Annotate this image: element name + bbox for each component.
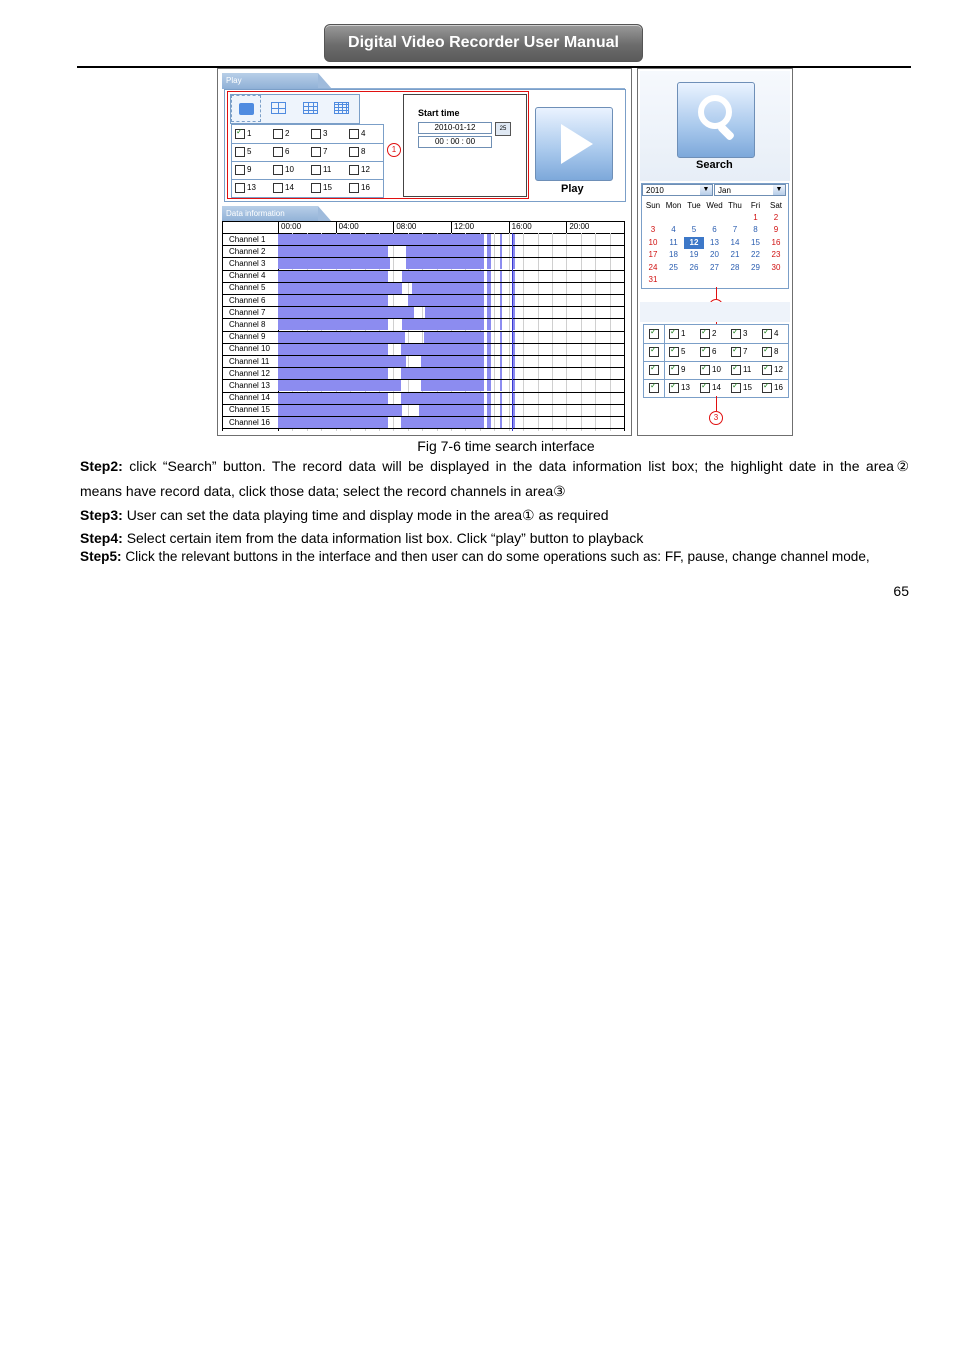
checkbox-label: 13 [681, 383, 690, 393]
calendar-day-5[interactable]: 5 [691, 225, 697, 235]
hour-gridline [523, 233, 524, 431]
record-bar[interactable] [513, 344, 515, 355]
record-bar[interactable] [487, 405, 491, 416]
record-bar[interactable] [480, 295, 484, 306]
record-bar[interactable] [513, 380, 515, 391]
time-label: 12:00 [454, 222, 475, 231]
record-bar[interactable] [513, 295, 515, 306]
record-bar[interactable] [412, 283, 480, 294]
checkbox-box[interactable] [669, 347, 679, 357]
time-input[interactable]: 00 : 00 : 00 [418, 136, 492, 148]
calendar-day-22[interactable]: 22 [751, 250, 760, 260]
record-bar[interactable] [278, 307, 414, 318]
calendar-day-27[interactable]: 27 [710, 262, 719, 272]
record-bar[interactable] [487, 234, 491, 245]
time-divider [509, 221, 510, 233]
time-label: 16:00 [511, 222, 532, 231]
record-bar[interactable] [480, 380, 484, 391]
record-bar[interactable] [513, 356, 515, 367]
search-channel-checkbox-9[interactable] [669, 365, 685, 375]
year-value: 2010 [646, 186, 664, 195]
playhead-line [512, 233, 513, 431]
record-bar[interactable] [278, 295, 388, 306]
record-bar[interactable] [480, 258, 484, 269]
channel-row-label[interactable]: Channel 12 [229, 368, 270, 378]
checkbox-box[interactable] [669, 365, 679, 375]
record-bar[interactable] [513, 332, 515, 343]
checkbox-box[interactable] [669, 329, 679, 339]
search-channel-checkbox-10[interactable] [700, 365, 721, 375]
weekday-label: Wed [706, 201, 723, 210]
checkbox-label: 12 [361, 165, 370, 175]
step4-text: Select certain item from the data information list box. Click “play” button to playback [126, 530, 644, 546]
time-divider [451, 221, 452, 233]
time-label: 20:00 [569, 222, 590, 231]
checkbox-label: 9 [247, 165, 252, 175]
search-channel-checkbox-14[interactable] [700, 383, 721, 393]
checkbox-box[interactable] [700, 347, 710, 357]
record-bar[interactable] [401, 417, 480, 428]
weekday-label: Fri [750, 201, 761, 210]
checkbox-label: 11 [743, 365, 752, 375]
record-bar[interactable] [513, 393, 515, 404]
record-bar[interactable] [487, 417, 491, 428]
play-label: Play [561, 183, 584, 195]
checkbox-label: 5 [681, 347, 686, 357]
checkbox-label: 15 [323, 183, 332, 193]
search-channel-checkbox-16[interactable] [762, 383, 783, 393]
record-bar[interactable] [278, 368, 388, 379]
manual-header-title: Digital Video Recorder User Manual [324, 24, 643, 62]
checkbox-label: 2 [285, 129, 290, 139]
checkbox-box[interactable] [762, 329, 772, 339]
date-input[interactable]: 2010-01-12 [418, 122, 492, 134]
record-bar[interactable] [278, 271, 388, 282]
record-bar[interactable] [402, 319, 480, 330]
record-bar[interactable] [480, 246, 484, 257]
record-bar[interactable] [487, 271, 491, 282]
checkbox-label: 1 [681, 329, 686, 339]
record-bar[interactable] [421, 380, 480, 391]
weekday-label: Sat [769, 201, 782, 210]
record-bar[interactable] [480, 319, 484, 330]
channel-row-label[interactable]: Channel 6 [229, 295, 266, 305]
connector-2 [716, 287, 717, 299]
calendar-day-21[interactable]: 21 [730, 250, 740, 260]
row-select-checkbox[interactable] [649, 329, 659, 339]
magnifier-handle [717, 123, 735, 141]
record-bar[interactable] [500, 307, 502, 318]
checkbox-label: 11 [323, 165, 332, 175]
record-bar[interactable] [513, 246, 515, 257]
calendar-day-14[interactable]: 14 [730, 237, 740, 247]
checkbox-label: 13 [247, 183, 256, 193]
record-bar[interactable] [500, 368, 502, 379]
channel-row-label[interactable]: Channel 2 [229, 246, 266, 256]
record-bar[interactable] [421, 356, 480, 367]
row-select-checkbox[interactable] [649, 365, 659, 375]
month-dropdown-icon: ▼ [773, 185, 785, 195]
search-channel-checkbox-7[interactable] [731, 347, 747, 357]
checkbox-box[interactable] [731, 365, 741, 375]
time-divider [566, 221, 567, 233]
record-bar[interactable] [487, 368, 491, 379]
channel-row-label[interactable]: Channel 3 [229, 258, 266, 268]
checkbox-box[interactable] [731, 347, 741, 357]
weekday-label: Sun [645, 201, 661, 210]
step2-continuation: means have record data, click those data; select the record channels in area③ [80, 483, 566, 499]
search-channel-checkbox-1[interactable] [669, 329, 685, 339]
step3-paragraph [80, 506, 909, 524]
record-bar[interactable] [487, 380, 491, 391]
calendar-day-9[interactable]: 9 [773, 225, 779, 235]
record-bar[interactable] [487, 307, 491, 318]
record-bar[interactable] [500, 295, 502, 306]
record-bar[interactable] [278, 344, 388, 355]
record-bar[interactable] [487, 319, 491, 330]
marker-1: 1 [387, 143, 401, 157]
record-bar[interactable] [487, 356, 491, 367]
hour-gridline [538, 233, 539, 431]
record-bar[interactable] [480, 283, 484, 294]
checkbox-box[interactable] [762, 365, 772, 375]
search-channel-checkbox-3[interactable] [731, 329, 747, 339]
search-channel-checkbox-11[interactable] [731, 365, 751, 375]
checkbox-box[interactable] [762, 347, 772, 357]
search-channel-checkbox-6[interactable] [700, 347, 716, 357]
play-triangle-icon [561, 124, 593, 164]
checkbox-label: 1 [247, 129, 252, 139]
step2-paragraph [80, 457, 909, 475]
calendar-day-16[interactable]: 16 [771, 237, 781, 247]
record-bar[interactable] [480, 344, 484, 355]
search-channel-checkbox-13[interactable] [669, 383, 690, 393]
channel-select-panel [640, 302, 790, 322]
record-bar[interactable] [278, 234, 406, 245]
search-label: Search [696, 159, 733, 171]
hour-gridline [566, 233, 567, 431]
row-select-divider [664, 379, 665, 397]
record-bar[interactable] [480, 368, 484, 379]
record-bar[interactable] [278, 283, 402, 294]
record-bar[interactable] [487, 344, 491, 355]
figure-caption: Fig 7-6 time search interface [417, 438, 595, 454]
weekday-label: Mon [665, 201, 682, 210]
time-label: 08:00 [396, 222, 417, 231]
channel-row-label[interactable]: Channel 4 [229, 271, 266, 281]
search-channel-checkbox-15[interactable] [731, 383, 752, 393]
record-bar[interactable] [480, 405, 484, 416]
hour-gridline [494, 233, 495, 431]
data-information-tab: Data information [222, 206, 318, 222]
search-channel-checkbox-2[interactable] [700, 329, 716, 339]
step4-paragraph [80, 529, 909, 547]
row-select-checkbox[interactable] [649, 347, 659, 357]
magnifier-icon [698, 95, 732, 129]
calendar-day-3[interactable]: 3 [650, 225, 656, 235]
calendar-day-23[interactable]: 23 [771, 250, 781, 260]
data-information-grid[interactable] [222, 221, 624, 431]
calendar-day-15[interactable]: 15 [751, 237, 760, 247]
year-select[interactable] [642, 184, 713, 196]
calendar-day-17[interactable]: 17 [648, 250, 658, 260]
checkbox-label: 8 [774, 347, 779, 357]
search-row-divider [644, 361, 788, 362]
channel-row-label[interactable]: Channel 11 [229, 356, 270, 366]
page-number: 65 [893, 583, 909, 599]
calendar-day-4[interactable]: 4 [671, 225, 676, 235]
calendar-day-20[interactable]: 20 [710, 250, 719, 260]
checkbox-label: 7 [323, 147, 328, 157]
hour-gridline [610, 233, 611, 431]
record-bar[interactable] [480, 356, 484, 367]
record-bar[interactable] [278, 356, 406, 367]
checkbox-label: 10 [712, 365, 721, 375]
record-bar[interactable] [513, 307, 515, 318]
record-bar[interactable] [487, 246, 491, 257]
start-time-label: Start time [418, 108, 460, 118]
channel-row-label[interactable]: Channel 13 [229, 380, 270, 390]
record-bar[interactable] [278, 319, 388, 330]
search-row-divider [644, 379, 788, 380]
record-bar[interactable] [500, 258, 502, 269]
record-bar[interactable] [487, 393, 491, 404]
checkbox-label: 6 [712, 347, 717, 357]
channel-row-label[interactable]: Channel 1 [229, 234, 266, 244]
record-bar[interactable] [513, 283, 515, 294]
record-bar[interactable] [500, 417, 502, 428]
checkbox-label: 16 [361, 183, 370, 193]
step5-text: Click the relevant buttons in the interface and then user can do some operations such as: FF, pause, change channel mode, [125, 549, 870, 564]
month-value: Jan [718, 186, 731, 195]
record-bar[interactable] [480, 234, 484, 245]
checkbox-label: 7 [743, 347, 748, 357]
channel-row-label[interactable]: Channel 10 [229, 344, 270, 354]
calendar-day-28[interactable]: 28 [730, 262, 740, 272]
record-bar[interactable] [500, 271, 502, 282]
channel-row-label[interactable]: Channel 9 [229, 332, 266, 342]
row-select-divider [664, 361, 665, 379]
record-bar[interactable] [500, 344, 502, 355]
record-bar[interactable] [408, 295, 480, 306]
record-bar[interactable] [402, 234, 480, 245]
checkbox-box[interactable] [762, 383, 772, 393]
record-bar[interactable] [401, 368, 480, 379]
record-bar[interactable] [480, 307, 484, 318]
step5-paragraph [80, 548, 909, 566]
checkbox-box[interactable] [700, 383, 710, 393]
checkbox-box[interactable] [731, 329, 741, 339]
search-channel-checkbox-5[interactable] [669, 347, 685, 357]
month-select[interactable] [714, 184, 786, 196]
record-bar[interactable] [480, 332, 484, 343]
calendar-day-6[interactable]: 6 [712, 225, 717, 235]
calendar-day-11[interactable]: 11 [669, 237, 678, 247]
step3-label: Step3: [80, 507, 123, 523]
record-bar[interactable] [278, 393, 388, 404]
hour-gridline [581, 233, 582, 431]
channel-row-label[interactable]: Channel 5 [229, 283, 266, 293]
weekday-label: Thu [728, 201, 742, 210]
search-channel-checkbox-8[interactable] [762, 347, 778, 357]
record-bar[interactable] [513, 417, 515, 428]
checkbox-label: 16 [774, 383, 783, 393]
time-label: 04:00 [338, 222, 359, 231]
calendar-day-19[interactable]: 19 [689, 250, 699, 260]
step3-text: User can set the data playing time and display mode in the area① as required [126, 507, 609, 523]
checkbox-label: 12 [774, 365, 783, 375]
record-bar[interactable] [406, 246, 480, 257]
calendar-day-1[interactable]: 1 [753, 213, 758, 222]
checkbox-label: 4 [774, 329, 779, 339]
year-dropdown-icon: ▼ [700, 185, 712, 195]
record-bar[interactable] [401, 344, 480, 355]
time-label: 00:00 [281, 222, 302, 231]
row-select-checkbox[interactable] [649, 383, 659, 393]
row-divider [222, 428, 624, 429]
marker-3: 3 [709, 411, 723, 425]
step2-label: Step2: [80, 458, 123, 474]
record-bar[interactable] [500, 380, 502, 391]
record-bar[interactable] [425, 307, 480, 318]
record-bar[interactable] [487, 283, 491, 294]
weekday-label: Tue [687, 201, 701, 210]
hour-gridline [509, 233, 510, 431]
record-bar[interactable] [402, 271, 480, 282]
play-tab: Play [222, 73, 318, 89]
calendar-day-25[interactable]: 25 [669, 262, 678, 272]
record-bar[interactable] [278, 380, 401, 391]
channel-row-label[interactable]: Channel 15 [229, 405, 270, 415]
record-bar[interactable] [480, 393, 484, 404]
hour-gridline [552, 233, 553, 431]
calendar-day-26[interactable]: 26 [689, 262, 699, 272]
calendar-day-7[interactable]: 7 [732, 225, 738, 235]
checkbox-label: 2 [712, 329, 717, 339]
record-bar[interactable] [278, 332, 405, 343]
checkbox-label: 9 [681, 365, 686, 375]
record-bar[interactable] [487, 258, 491, 269]
checkbox-label: 6 [285, 147, 290, 157]
record-bar[interactable] [401, 393, 480, 404]
calendar-day-31[interactable]: 31 [648, 275, 658, 284]
record-bar[interactable] [487, 332, 491, 343]
checkbox-label: 4 [361, 129, 366, 139]
record-bar[interactable] [500, 246, 502, 257]
record-bar[interactable] [487, 295, 491, 306]
record-bar[interactable] [500, 283, 502, 294]
channel-row-label[interactable]: Channel 16 [229, 417, 270, 427]
step4-label: Step4: [80, 530, 123, 546]
checkbox-box[interactable] [669, 383, 679, 393]
channel-row-label[interactable]: Channel 14 [229, 393, 270, 403]
record-bar[interactable] [278, 417, 388, 428]
step5-label: Step5: [80, 549, 122, 564]
calendar-day-30[interactable]: 30 [771, 262, 781, 272]
row-select-divider [664, 343, 665, 361]
channel-row-label[interactable]: Channel 8 [229, 319, 266, 329]
time-divider [336, 221, 337, 233]
checkbox-label: 15 [743, 383, 752, 393]
record-bar[interactable] [480, 271, 484, 282]
connector-3 [716, 396, 717, 411]
checkbox-box[interactable] [700, 329, 710, 339]
calendar-day-2[interactable]: 2 [773, 213, 779, 222]
checkbox-label: 5 [247, 147, 252, 157]
checkbox-label: 14 [712, 383, 721, 393]
checkbox-box[interactable] [700, 365, 710, 375]
step2-text: click “Search” button. The record data will be displayed in the data information list box; the highlight date in the area② [129, 458, 910, 474]
time-divider [393, 221, 394, 233]
checkbox-box[interactable] [731, 383, 741, 393]
grid-right-border [624, 221, 625, 431]
calendar-day-24[interactable]: 24 [648, 262, 658, 272]
record-bar[interactable] [513, 271, 515, 282]
checkbox-label: 10 [285, 165, 294, 175]
record-bar[interactable] [278, 258, 390, 269]
search-channel-grid [643, 324, 789, 398]
calendar-day-8[interactable]: 8 [753, 225, 758, 235]
record-bar[interactable] [513, 234, 515, 245]
hour-gridline [595, 233, 596, 431]
checkbox-label: 14 [285, 183, 294, 193]
calendar-day-12[interactable]: 12 [684, 237, 704, 249]
record-bar[interactable] [406, 258, 480, 269]
record-bar[interactable] [480, 417, 484, 428]
record-bar[interactable] [424, 332, 480, 343]
calendar-day-29[interactable]: 29 [751, 262, 760, 272]
record-bar[interactable] [500, 393, 502, 404]
checkbox-label: 3 [743, 329, 748, 339]
calendar-button[interactable]: 25 [495, 122, 511, 136]
record-bar[interactable] [278, 405, 402, 416]
record-bar[interactable] [500, 405, 502, 416]
record-bar[interactable] [500, 356, 502, 367]
search-row-divider [644, 343, 788, 344]
checkbox-label: 3 [323, 129, 328, 139]
search-channel-checkbox-12[interactable] [762, 365, 783, 375]
checkbox-label: 8 [361, 147, 366, 157]
calendar-day-13[interactable]: 13 [710, 237, 719, 247]
record-bar[interactable] [500, 234, 502, 245]
calendar-day-18[interactable]: 18 [669, 250, 678, 260]
record-bar[interactable] [419, 405, 480, 416]
record-bar[interactable] [513, 405, 515, 416]
channel-row-label[interactable]: Channel 7 [229, 307, 266, 317]
play-button[interactable] [535, 107, 613, 181]
record-bar[interactable] [278, 246, 388, 257]
record-bar[interactable] [513, 368, 515, 379]
record-bar[interactable] [500, 319, 502, 330]
calendar-day-10[interactable]: 10 [648, 237, 658, 247]
record-bar[interactable] [513, 258, 515, 269]
search-button[interactable] [677, 82, 755, 158]
record-bar[interactable] [500, 332, 502, 343]
record-bar[interactable] [513, 319, 515, 330]
search-channel-checkbox-4[interactable] [762, 329, 778, 339]
row-select-divider [664, 325, 665, 343]
